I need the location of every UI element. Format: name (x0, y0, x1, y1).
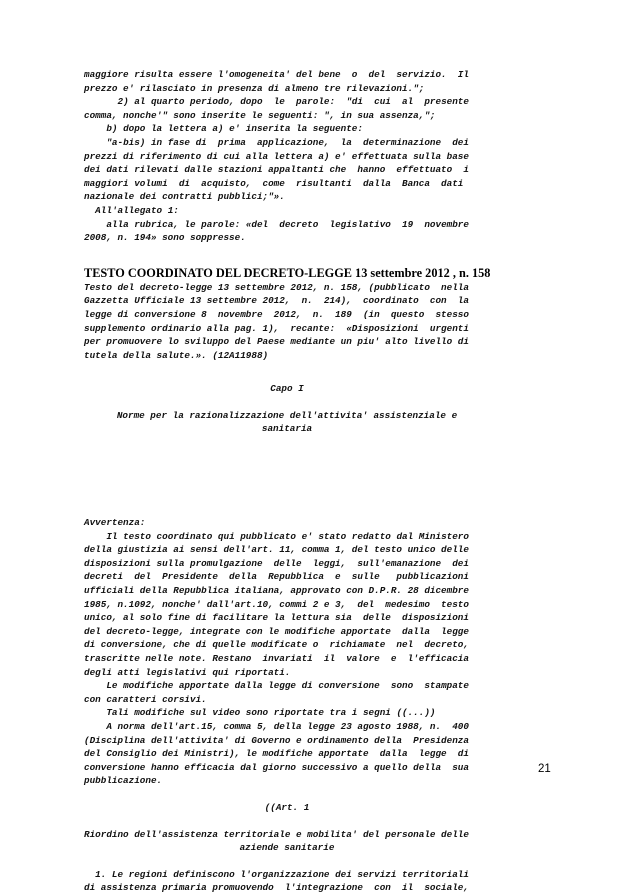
text-line: degli atti legislativi qui riportati. (84, 666, 291, 678)
text-line: (Disciplina dell'attivita' di Governo e ordinamento della Presidenza (84, 734, 469, 746)
article-label: ((Art. 1 (264, 801, 310, 813)
text-line: di conversione, che di quelle modificate o richiamate nel decreto, (84, 639, 469, 651)
text-line: A norma dell'art.15, comma 5, della legge 23 agosto 1988, n. 400 (84, 720, 469, 732)
text-line: 2) al quarto periodo, dopo le parole: "di cui al presente (84, 96, 469, 108)
text-line: prezzo e' rilasciato in presenza di almeno tre rilevazioni."; (84, 82, 425, 94)
text-line: nazionale dei contratti pubblici;"». (84, 191, 285, 203)
text-line: unico, al solo fine di facilitare la lettura sia delle disposizioni (84, 612, 469, 624)
text-line: ufficiali della Repubblica italiana, approvato con D.P.R. 28 dicembre (84, 585, 469, 597)
text-line: Il testo coordinato qui pubblicato e' stato redatto dal Ministero (84, 530, 469, 542)
paragraph-modifications (84, 68, 490, 245)
capo-title-line: sanitaria (261, 423, 313, 435)
text-line: Le modifiche apportate dalla legge di conversione sono stampate (84, 680, 469, 692)
text-line: trascritte nelle note. Restano invariati il valore e l'efficacia (84, 653, 469, 664)
text-line: Avvertenza: (84, 517, 146, 529)
text-line: per promuovere lo sviluppo del Paese mediante un piu' alto livello di (84, 336, 469, 348)
text-line: maggiori volumi di acquisto, come risultanti dalla Banca dati (84, 177, 464, 189)
text-line: alla rubrica, le parole: «del decreto legislativo 19 novembre (84, 218, 469, 230)
text-line: conversione hanno efficacia dal giorno successivo a quello della sua (84, 761, 469, 773)
capo-label: Capo I (270, 383, 304, 395)
text-line: tutela della salute.». (12A11988) (84, 349, 269, 361)
paragraph-intro (84, 281, 490, 363)
text-line: "a-bis) in fase di prima applicazione, la determinazione dei (84, 136, 469, 148)
text-line: 1. Le regioni definiscono l'organizzazione dei servizi territoriali (84, 868, 469, 880)
article-title-line: Riordino dell'assistenza territoriale e mobilita' del personale delle (84, 828, 469, 840)
text-line: con caratteri corsivi. (84, 693, 207, 705)
text-line: della giustizia ai sensi dell'art. 11, comma 1, del testo unico delle (84, 544, 469, 556)
text-line: 2008, n. 194» sono soppresse. (84, 232, 246, 244)
text-line: supplemento ordinario alla pag. 1), recante: «Disposizioni urgenti (84, 322, 469, 334)
page-number: 21 (538, 763, 551, 775)
text-line: Gazzetta Ufficiale 13 settembre 2012, n. 214), coordinato con la (84, 295, 469, 307)
text-line: legge di conversione 8 novembre 2012, n. 189 (in questo stesso (84, 308, 469, 320)
text-line: b) dopo la lettera a) e' inserita la seguente: (84, 123, 363, 135)
text-line: pubblicazione. (84, 775, 163, 787)
paragraph-article-body (84, 868, 490, 895)
text-line: comma, nonche'" sono inserite le seguenti: ", in sua assenza,"; (84, 109, 436, 121)
document-page (84, 68, 490, 895)
text-line: Tali modifiche sul video sono riportate tra i segni ((...)) (84, 707, 436, 719)
section-heading: TESTO COORDINATO DEL DECRETO-LEGGE 13 settembre 2012 , n. 158 (84, 265, 491, 280)
text-line: All'allegato 1: (84, 204, 179, 216)
text-line: decreti del Presidente della Repubblica e sulle pubblicazioni (84, 571, 469, 583)
text-line: Testo del decreto-legge 13 settembre 2012, n. 158, (pubblicato nella (84, 281, 469, 293)
text-line: disposizioni sulla promulgazione delle leggi, sull'emanazione dei (84, 557, 469, 569)
paragraph-avvertenza (84, 516, 490, 788)
article-title-line: aziende sanitarie (239, 842, 335, 854)
text-line: prezzi di riferimento di cui alla lettera a) e' effettuata sulla base (84, 150, 469, 162)
text-line: del Consiglio dei Ministri), le modifiche apportate dalla legge di (84, 748, 469, 760)
text-line: del decreto-legge, integrate con le modifiche apportate dalla legge (84, 625, 469, 637)
text-line: di assistenza primaria promuovendo l'integrazione con il sociale, (84, 882, 469, 894)
text-line: 1985, n.1092, nonche' dall'art.10, commi 2 e 3, del medesimo testo (84, 598, 469, 610)
text-line: maggiore risulta essere l'omogeneita' del bene o del servizio. Il (84, 69, 469, 80)
capo-title-line: Norme per la razionalizzazione dell'attivita' assistenziale e (116, 409, 458, 421)
text-line: dei dati rilevati dalle stazioni appaltanti che hanno effettuato i (84, 164, 469, 176)
